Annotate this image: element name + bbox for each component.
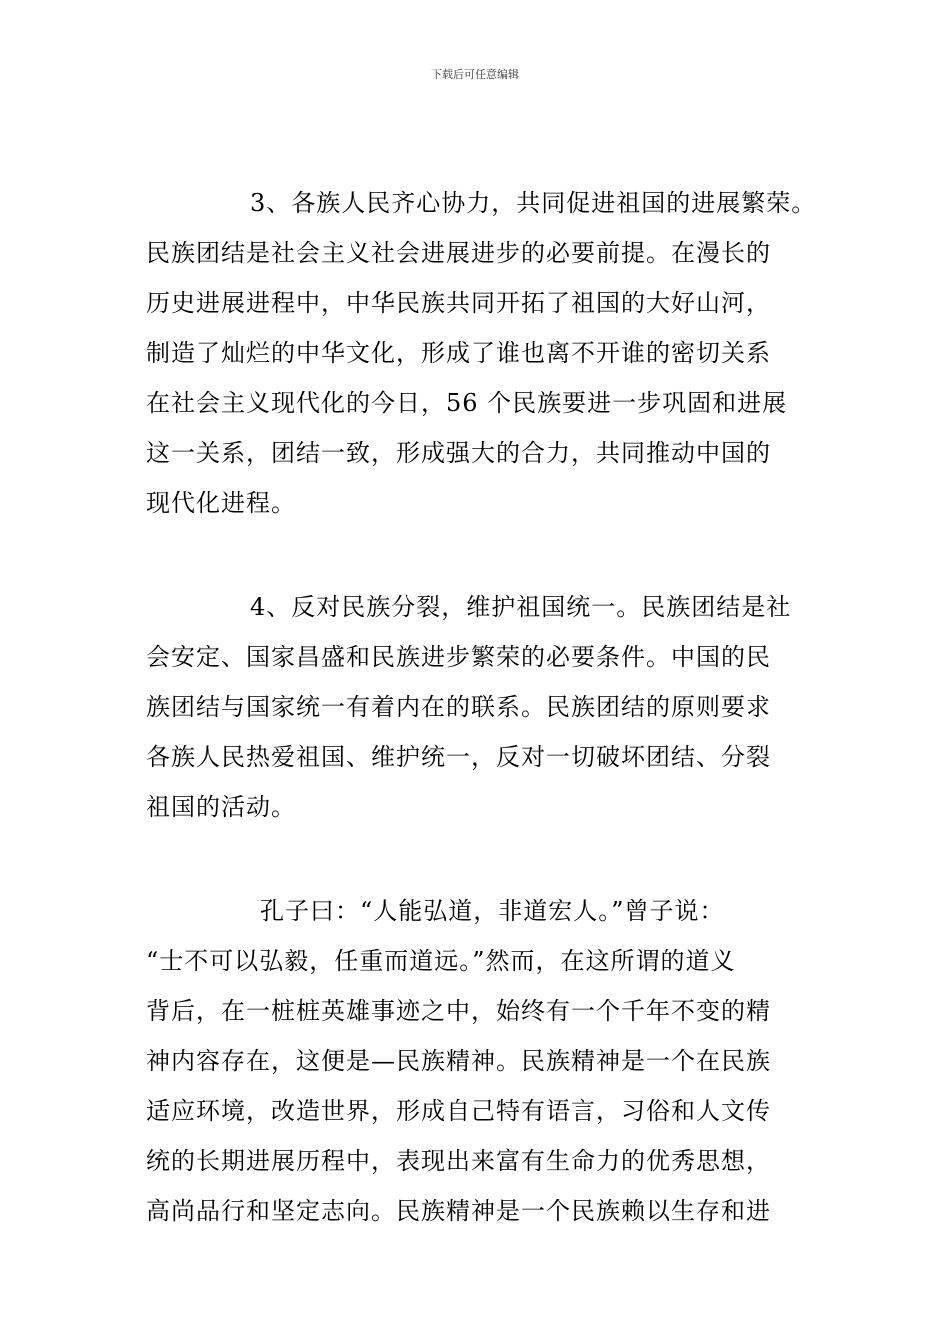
paragraph-gap (146, 528, 826, 582)
paragraph-gap (146, 832, 826, 886)
text-line: 高尚品行和坚定志向。民族精神是一个民族赖以生存和进 (146, 1197, 771, 1225)
text-line: “士不可以弘毅，任重而道远。”然而，在这所谓的道义 (146, 947, 736, 975)
document-body (146, 178, 826, 1236)
text-line: 统的长期进展历程中，表现出来富有生命力的优秀思想， (146, 1147, 771, 1175)
text-line: 在社会主义现代化的今日，56 个民族要进一步巩固和进展 (146, 389, 788, 417)
text-line: 背后，在一桩桩英雄事迹之中，始终有一个千年不变的精 (146, 997, 771, 1025)
text-line: 历史进展进程中，中华民族共同开拓了祖国的大好山河， (146, 289, 771, 317)
text-line: 现代化进程。 (146, 489, 296, 517)
text-line: 会安定、国家昌盛和民族进步繁荣的必要条件。中国的民 (146, 643, 771, 671)
text-line: 族团结与国家统一有着内在的联系。民族团结的原则要求 (146, 693, 771, 721)
text-line: 孔子曰：“人能弘道，非道宏人。”曾子说： (260, 897, 725, 925)
text-line: 各族人民热爱祖国、维护统一，反对一切破坏团结、分裂 (146, 743, 771, 771)
text-line: 神内容存在，这便是—民族精神。民族精神是一个在民族 (146, 1047, 771, 1075)
page-header: 下载后可任意编辑 (431, 68, 519, 81)
text-line: 适应环境，改造世界，形成自己特有语言，习俗和人文传 (146, 1097, 771, 1125)
text-line: 制造了灿烂的中华文化，形成了谁也离不开谁的密切关系 (146, 339, 771, 367)
text-line: 民族团结是社会主义社会进展进步的必要前提。在漫长的 (146, 239, 771, 267)
paragraph-3 (146, 178, 826, 528)
text-line: 4、反对民族分裂，维护祖国统一。民族团结是社 (250, 593, 792, 621)
text-line: 祖国的活动。 (146, 793, 296, 821)
paragraph-4 (146, 582, 826, 832)
paragraph-national-spirit (146, 886, 826, 1236)
text-line: 这一关系，团结一致，形成强大的合力，共同推动中国的 (146, 439, 771, 467)
text-line: 3、各族人民齐心协力，共同促进祖国的进展繁荣。 (250, 189, 817, 217)
